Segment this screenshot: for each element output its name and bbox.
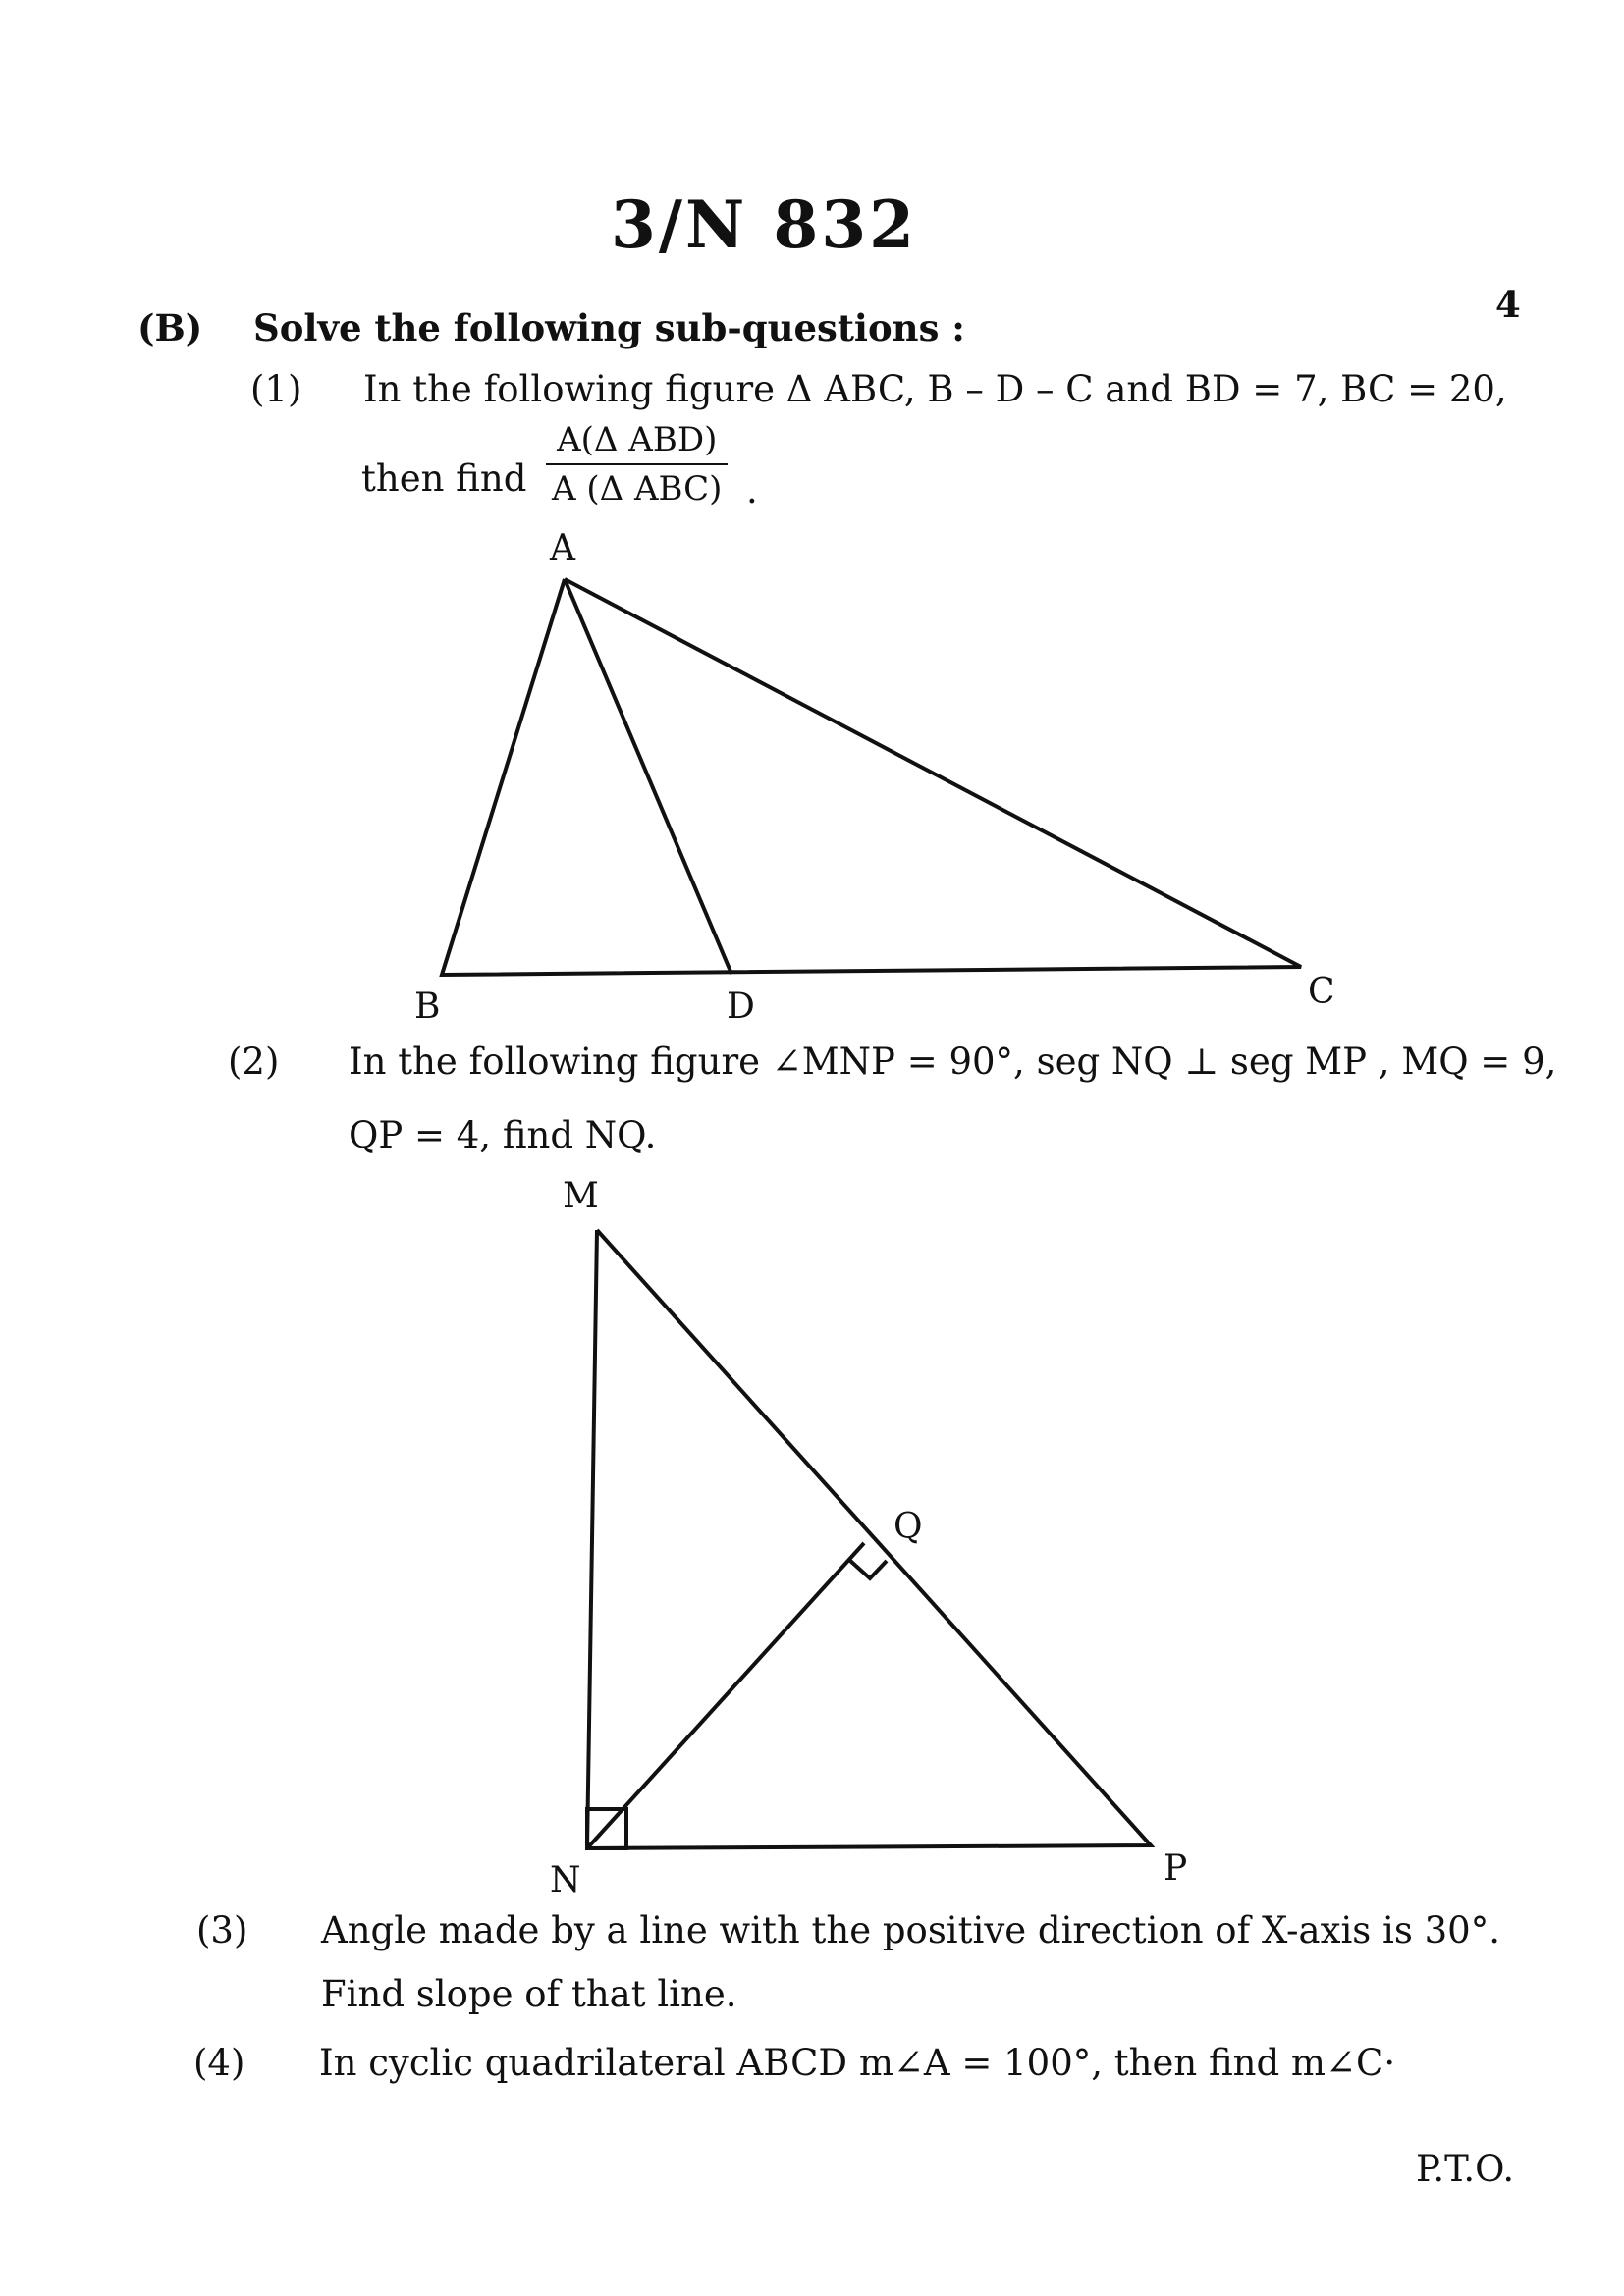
q1-label-d: D <box>727 987 755 1027</box>
q2-label-m: M <box>563 1176 599 1216</box>
q1-label-a: A <box>550 528 575 568</box>
q2-text-line1: In the following figure ∠MNP = 90°, seg NQ ⊥ seg MP , MQ = 9, <box>349 1041 1557 1083</box>
right-angle-mark-q <box>849 1560 887 1578</box>
fraction-numerator: A(Δ ABD) <box>546 420 728 465</box>
q2-text-line2: QP = 4, find NQ. <box>349 1114 657 1156</box>
q3-text-line2: Find slope of that line. <box>321 1973 737 2015</box>
q1-end-dot: . <box>746 469 758 511</box>
q3-number: (3) <box>196 1909 248 1951</box>
segment-nq <box>587 1543 864 1848</box>
q2-number: (2) <box>228 1041 280 1083</box>
q4-text: In cyclic quadrilateral ABCD m∠A = 100°, then find m∠C· <box>319 2042 1396 2084</box>
q1-then-find: then find <box>361 457 527 500</box>
marks: 4 <box>1495 283 1521 326</box>
fraction-denominator: A (Δ ABC) <box>552 469 723 508</box>
section-label: (B) <box>137 306 203 349</box>
q3-text-line1: Angle made by a line with the positive direction of X-axis is 30°. <box>321 1909 1500 1951</box>
q2-label-p: P <box>1164 1848 1188 1889</box>
q1-label-c: C <box>1308 972 1335 1012</box>
q4-number: (4) <box>193 2042 245 2084</box>
q2-label-q: Q <box>893 1507 923 1547</box>
pto-note: P.T.O. <box>1416 2148 1515 2190</box>
section-title: Solve the following sub-questions : <box>253 306 965 349</box>
q2-label-n: N <box>550 1860 581 1900</box>
q1-number: (1) <box>250 368 302 410</box>
paper-code: 3/N 832 <box>611 187 918 263</box>
q1-text: In the following figure Δ ABC, B – D – C and BD = 7, BC = 20, <box>363 368 1507 410</box>
q1-label-b: B <box>414 987 441 1027</box>
